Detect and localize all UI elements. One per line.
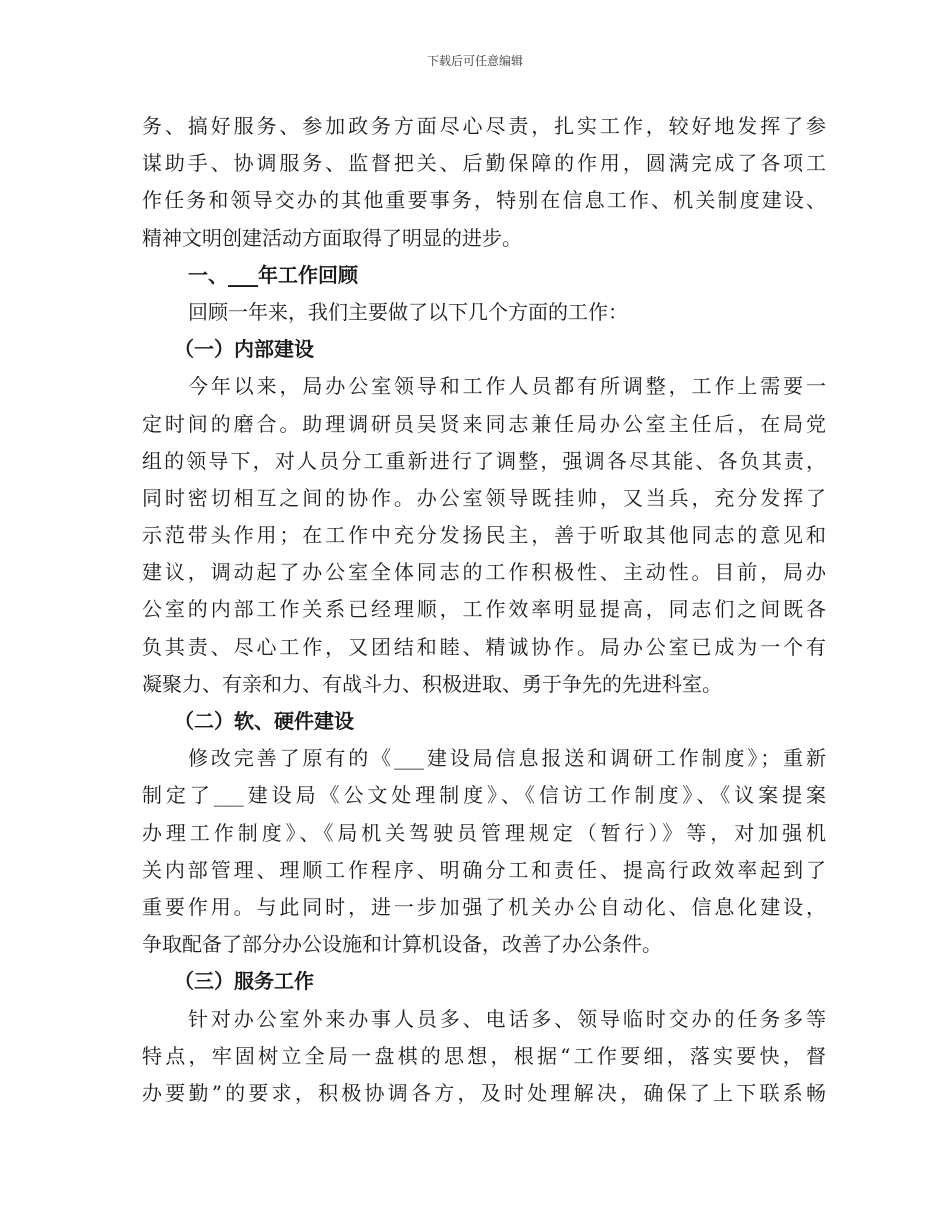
text-line: 作任务和领导交办的其他重要事务，特别在信息工作、机关制度建设、 <box>142 188 826 213</box>
text-line: 针对办公室外来办事人员多、电话多、领导临时交办的任务多等 <box>188 1006 826 1031</box>
text-line: 重要作用。与此同时，进一步加强了机关办公自动化、信息化建设， <box>142 894 826 919</box>
text-line: 定时间的磨合。助理调研员吴贤来同志兼任局办公室主任后，在局党 <box>142 411 826 436</box>
text-line: 制定了___建设局《公文处理制度》、《信访工作制度》、《议案提案 <box>142 783 826 808</box>
text-line: 修改完善了原有的《___建设局信息报送和调研工作制度》；重新 <box>188 746 826 771</box>
text-line: 特点，牢固树立全局一盘棋的思想，根据“工作要细，落实要快，督 <box>142 1043 826 1068</box>
text-line: 公室的内部工作关系已经理顺，工作效率明显提高，同志们之间既各 <box>142 597 826 622</box>
text-line: 同时密切相互之间的协作。办公室领导既挂帅，又当兵，充分发挥了 <box>142 485 826 510</box>
document-body <box>142 108 826 1112</box>
text-line: 负其责、尽心工作，又团结和睦、精诚协作。局办公室已成为一个有 <box>142 634 826 659</box>
text-line: 办理工作制度》、《局机关驾驶员管理规定（暂行）》等，对加强机 <box>142 820 826 845</box>
text-line: 凝聚力、有亲和力、有战斗力、积极进取、勇于争先的先进科室。 <box>142 671 722 696</box>
paragraph-service-work <box>142 1001 826 1113</box>
page-header: 下载后可任意编辑 <box>426 54 523 68</box>
text-line: 精神文明创建活动方面取得了明显的进步。 <box>142 225 522 250</box>
section-heading-review: 一、___年工作回顾 <box>188 262 358 287</box>
text-line: 务、搞好服务、参加政务方面尽心尽责，扎实工作，较好地发挥了参 <box>142 114 826 138</box>
text-line: 争取配备了部分办公设施和计算机设备，改善了办公条件。 <box>142 932 662 957</box>
subsection-heading-internal: （一）内部建设 <box>174 337 314 362</box>
text-line: 谋助手、协调服务、监督把关、后勤保障的作用，圆满完成了各项工 <box>142 151 826 176</box>
text-line: 关内部管理、理顺工作程序、明确分工和责任、提高行政效率起到了 <box>142 857 826 882</box>
paragraph-software-hardware <box>142 740 826 963</box>
subsection-heading-hardware: （二）软、硬件建设 <box>174 709 354 733</box>
paragraph-internal-construction <box>142 368 826 703</box>
text-line: 组的领导下，对人员分工重新进行了调整，强调各尽其能、各负其责， <box>142 448 826 473</box>
text-line: 示范带头作用；在工作中充分发扬民主，善于听取其他同志的意见和 <box>142 523 826 548</box>
text-line: 今年以来，局办公室领导和工作人员都有所调整，工作上需要一 <box>188 374 826 399</box>
intro-paragraph <box>142 108 826 257</box>
text-line: 办要勤”的要求，积极协调各方，及时处理解决，确保了上下联系畅 <box>142 1080 826 1105</box>
text-line: 建议，调动起了办公室全体同志的工作积极性、主动性。目前，局办 <box>142 560 826 585</box>
subsection-heading-service: （三）服务工作 <box>174 969 314 994</box>
overview-paragraph: 回顾一年来，我们主要做了以下几个方面的工作： <box>188 299 628 324</box>
